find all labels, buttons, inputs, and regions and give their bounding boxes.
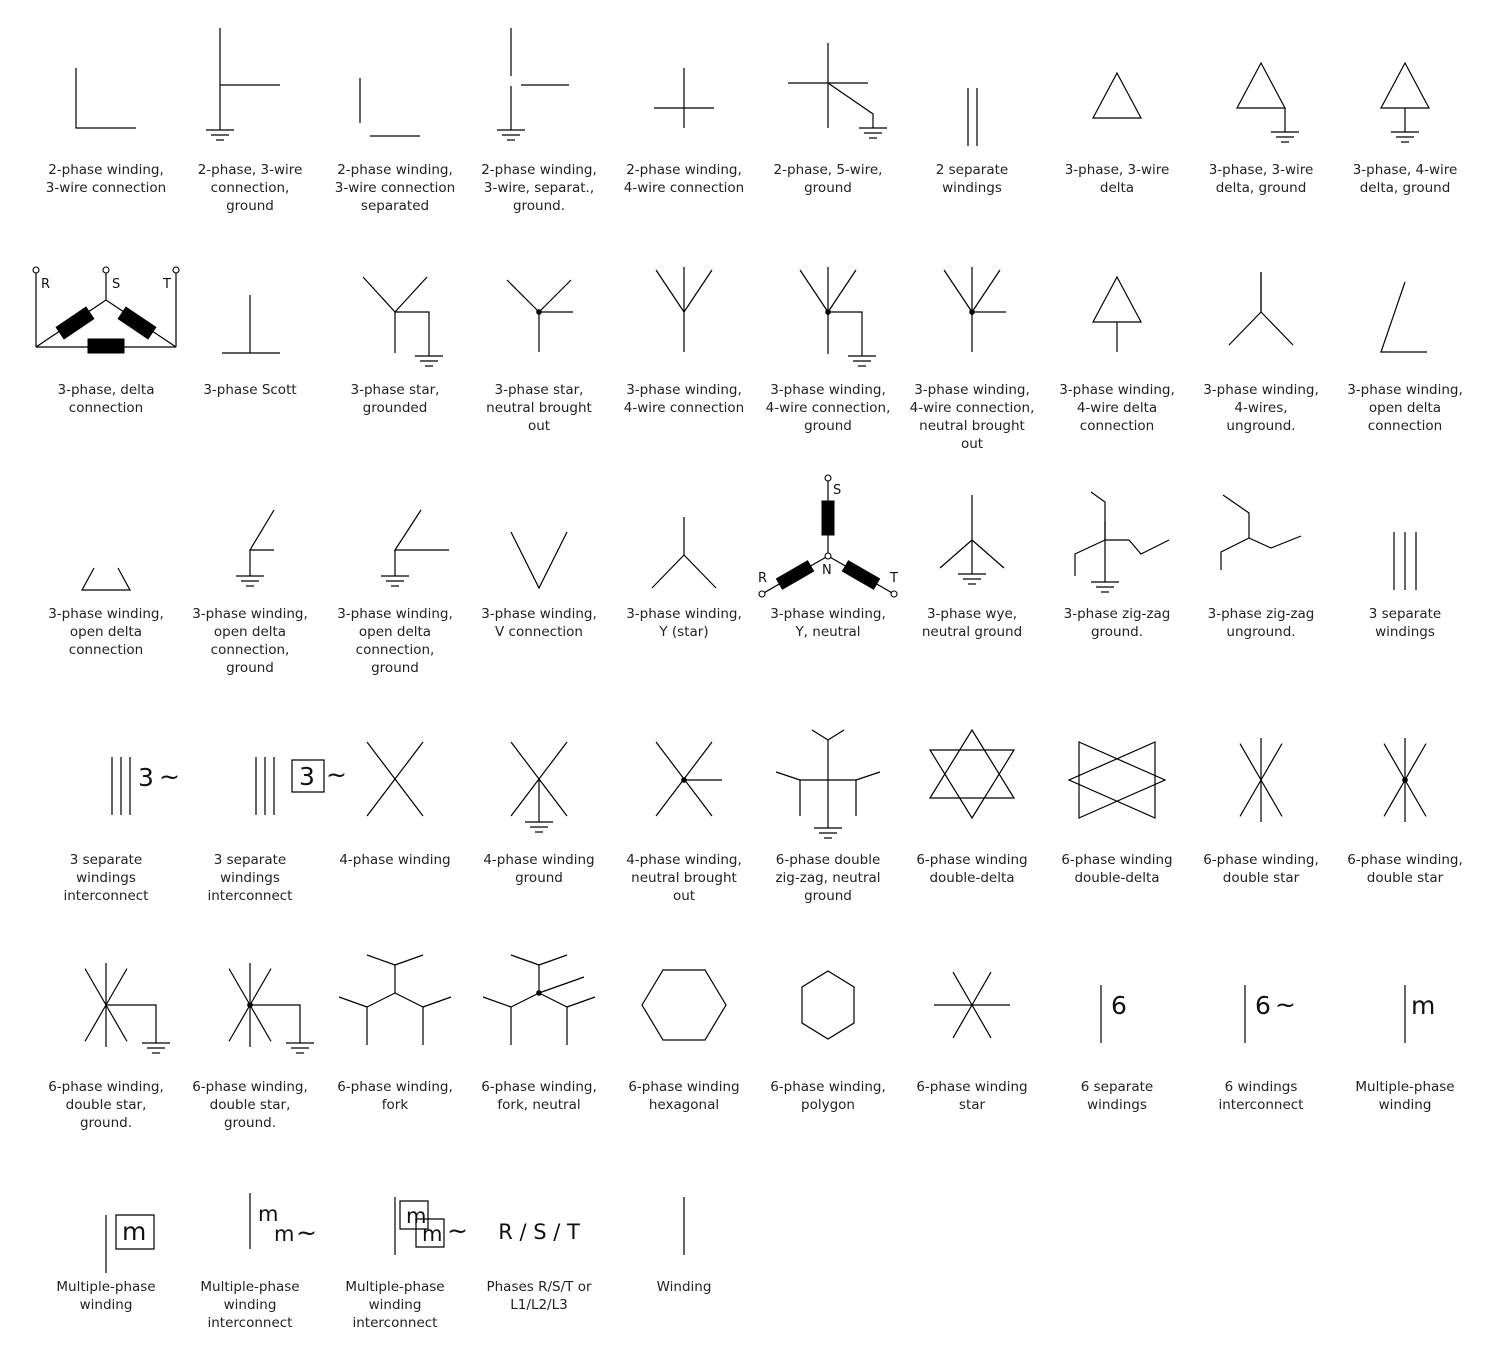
- symbol-label-line: windings: [76, 870, 136, 886]
- symbol-text: 6: [1255, 991, 1271, 1020]
- symbol-label-line: 3-wire connection: [334, 180, 456, 196]
- symbol-label-line: windings: [1087, 1097, 1147, 1113]
- symbol-label-line: 3-phase winding,: [914, 382, 1030, 398]
- symbol-label-line: 3-phase winding,: [626, 382, 742, 398]
- symbol-text: 3: [299, 762, 315, 791]
- symbol-label-line: 2-phase, 3-wire: [197, 162, 303, 178]
- symbol-label-line: L1/L2/L3: [510, 1297, 568, 1313]
- symbol-label-line: ground: [804, 180, 852, 196]
- symbol-label-line: 3-phase winding,: [48, 606, 164, 622]
- symbol-label-line: 3-phase winding,: [192, 606, 308, 622]
- symbol-text: ~: [159, 762, 180, 791]
- symbol-label-line: 3-phase winding,: [1203, 382, 1319, 398]
- symbol-label-line: 3-phase winding,: [770, 382, 886, 398]
- symbol-label-line: 4-wire connection: [623, 400, 745, 416]
- symbol-label-line: double-delta: [1074, 870, 1160, 886]
- symbol-label-line: connection: [68, 400, 144, 416]
- symbol-label-line: hexagonal: [648, 1097, 720, 1113]
- symbol-label-line: V connection: [495, 624, 583, 640]
- symbol-label-line: ground.: [79, 1115, 133, 1131]
- terminal-label: T: [890, 571, 898, 586]
- symbol-label-line: neutral ground: [921, 624, 1023, 640]
- symbol-label-line: 3 separate: [213, 852, 287, 868]
- phases-rst-icon: [498, 1220, 580, 1244]
- symbol-label-line: ground: [515, 870, 563, 886]
- symbol-label-line: connection,: [210, 642, 290, 658]
- symbol-label-line: winding: [223, 1297, 277, 1313]
- symbol-text: m: [406, 1204, 427, 1228]
- terminal-label: R: [758, 571, 768, 586]
- symbol-label-line: 6-phase winding,: [1347, 852, 1463, 868]
- symbol-label-line: grounded: [362, 400, 428, 416]
- symbol-label-line: neutral brought: [919, 418, 1025, 434]
- symbol-label-line: 3-phase, 3-wire: [1208, 162, 1314, 178]
- symbol-label-line: Y, neutral: [795, 624, 861, 640]
- symbol-label-line: ground: [804, 888, 852, 904]
- symbol-label-line: connection,: [210, 180, 290, 196]
- symbol-label-line: connection: [68, 642, 144, 658]
- symbol-label-line: Multiple-phase: [56, 1279, 156, 1295]
- symbol-label-line: winding: [368, 1297, 422, 1313]
- symbol-label-line: out: [960, 436, 984, 452]
- symbol-label-line: 4-phase winding: [339, 852, 451, 868]
- terminal-label: R: [41, 277, 51, 292]
- symbol-label-line: 3-phase, delta: [57, 382, 155, 398]
- symbol-label-line: Multiple-phase: [200, 1279, 300, 1295]
- symbol-label-line: 2-phase winding,: [481, 162, 597, 178]
- symbol-label-line: winding: [79, 1297, 133, 1313]
- symbol-label-line: double star,: [65, 1097, 147, 1113]
- symbol-label-line: 6-phase winding,: [192, 1079, 308, 1095]
- symbol-label-line: 3-phase, 3-wire: [1064, 162, 1170, 178]
- symbol-label-line: 3-wire connection: [45, 180, 167, 196]
- symbol-text: 6: [1111, 991, 1127, 1020]
- symbol-label: [208, 852, 293, 904]
- symbol-label-line: neutral brought: [631, 870, 737, 886]
- symbol-label-line: 3-wire, separat.,: [483, 180, 595, 196]
- symbol-label-line: 4-wire connection: [623, 180, 745, 196]
- symbol-label-line: 6-phase winding,: [770, 1079, 886, 1095]
- symbol-label-line: winding: [1378, 1097, 1432, 1113]
- symbol-label-line: 4-wire delta: [1076, 400, 1158, 416]
- symbol-label-line: open delta: [213, 624, 287, 640]
- symbol-text: ~: [447, 1216, 468, 1245]
- symbol-label-line: double star: [1222, 870, 1300, 886]
- symbol-label-line: 6-phase double: [775, 852, 881, 868]
- symbol-label-line: 2-phase winding,: [337, 162, 453, 178]
- symbol-label-line: 3-phase Scott: [203, 382, 297, 398]
- symbol-label-line: 6 windings: [1224, 1079, 1298, 1095]
- symbol-label-line: ground.: [1090, 624, 1144, 640]
- symbol-label-line: Phases R/S/T or: [486, 1279, 592, 1295]
- symbol-label-line: out: [527, 418, 551, 434]
- symbol-label-line: out: [672, 888, 696, 904]
- symbol-text: ~: [326, 760, 347, 789]
- symbol-label-line: ground.: [512, 198, 566, 214]
- symbol-label-line: interconnect: [207, 888, 293, 904]
- symbol-label: [657, 1279, 712, 1295]
- symbol-label-line: polygon: [801, 1097, 855, 1113]
- symbol-label-line: windings: [1375, 624, 1435, 640]
- symbol-label-line: Multiple-phase: [345, 1279, 445, 1295]
- symbol-label-line: interconnect: [352, 1315, 438, 1331]
- symbol-label-line: 3-phase winding,: [1347, 382, 1463, 398]
- symbol-label-line: ground: [226, 198, 274, 214]
- terminal-label: N: [822, 563, 832, 578]
- symbol-label-line: 4-phase winding: [483, 852, 595, 868]
- symbol-text: m: [422, 1222, 443, 1246]
- symbol-label-line: separated: [360, 198, 430, 214]
- symbol-label-line: 6-phase winding: [1061, 852, 1173, 868]
- symbol-label-line: interconnect: [207, 1315, 293, 1331]
- symbol-label-line: 2-phase, 5-wire,: [773, 162, 883, 178]
- symbol-label-line: 4-phase winding,: [626, 852, 742, 868]
- symbol-label-line: connection,: [355, 642, 435, 658]
- symbol-label-line: 3-phase winding,: [337, 606, 453, 622]
- symbol-text: m: [122, 1217, 147, 1246]
- symbol-label-line: 3-phase zig-zag: [1063, 606, 1171, 622]
- terminal-label: S: [833, 483, 842, 498]
- symbol-label-line: unground.: [1226, 624, 1296, 640]
- symbol-label-line: 3-phase, 4-wire: [1352, 162, 1458, 178]
- symbol-label-line: 6 separate: [1080, 1079, 1154, 1095]
- symbol-label-line: open delta: [358, 624, 432, 640]
- symbol-label-line: interconnect: [63, 888, 149, 904]
- symbol-label-line: 3-phase zig-zag: [1207, 606, 1315, 622]
- symbol-label-line: connection: [1079, 418, 1155, 434]
- symbol-label-line: fork: [381, 1097, 409, 1113]
- symbol-label-line: ground: [371, 660, 419, 676]
- symbol-text: m: [1411, 991, 1436, 1020]
- symbol-label-line: double-delta: [929, 870, 1015, 886]
- symbol-label-line: 6-phase winding,: [481, 1079, 597, 1095]
- symbol-label-line: 4-wire connection,: [909, 400, 1035, 416]
- symbol-label-line: unground.: [1226, 418, 1296, 434]
- symbol-label-line: 3 separate: [1368, 606, 1442, 622]
- symbol-label-line: 6-phase winding: [916, 1079, 1028, 1095]
- symbol-label-line: neutral brought: [486, 400, 592, 416]
- symbol-label-line: open delta: [1368, 400, 1442, 416]
- symbol-text: m: [258, 1202, 279, 1226]
- symbol-label-line: fork, neutral: [497, 1097, 581, 1113]
- symbol-label-line: star: [958, 1097, 986, 1113]
- symbol-label: [339, 852, 450, 868]
- symbol-label-line: 2-phase winding,: [626, 162, 742, 178]
- symbol-label-line: 6-phase winding,: [1203, 852, 1319, 868]
- symbol-label-line: windings: [220, 870, 280, 886]
- symbol-label-line: double star: [1366, 870, 1444, 886]
- symbol-label-line: 6-phase winding: [916, 852, 1028, 868]
- symbol-label-line: delta, ground: [1215, 180, 1307, 196]
- symbol-label-line: Winding: [656, 1279, 712, 1295]
- symbol-label-line: 6-phase winding,: [337, 1079, 453, 1095]
- symbol-text: R / S / T: [498, 1220, 580, 1244]
- symbol-text: ~: [296, 1218, 317, 1247]
- symbol-label-line: 3-phase winding,: [1059, 382, 1175, 398]
- symbol-label-line: open delta: [69, 624, 143, 640]
- symbol-label-line: 3-phase winding,: [626, 606, 742, 622]
- symbol-label-line: 4-wire connection,: [765, 400, 891, 416]
- symbol-label-line: 3-phase star,: [350, 382, 440, 398]
- symbol-label-line: 4-wires,: [1234, 400, 1288, 416]
- symbol-label-line: connection: [1367, 418, 1443, 434]
- symbol-label: [203, 382, 296, 398]
- symbol-label-line: ground: [804, 418, 852, 434]
- symbol-label-line: double star,: [209, 1097, 291, 1113]
- symbol-text: ~: [1275, 990, 1296, 1019]
- symbol-label-line: delta: [1099, 180, 1135, 196]
- symbol-label-line: 3-phase wye,: [926, 606, 1018, 622]
- symbol-label-line: interconnect: [1218, 1097, 1304, 1113]
- symbol-label-line: 6-phase winding,: [48, 1079, 164, 1095]
- symbol-label-line: 3-phase winding,: [481, 606, 597, 622]
- symbol-label: [64, 852, 149, 904]
- symbol-label-line: 3-phase winding,: [770, 606, 886, 622]
- symbol-label-line: zig-zag, neutral: [775, 870, 881, 886]
- symbol-label-line: Multiple-phase: [1355, 1079, 1455, 1095]
- symbol-label-line: delta, ground: [1359, 180, 1451, 196]
- symbol-label-line: 3-phase star,: [494, 382, 584, 398]
- symbol-label-line: 6-phase winding: [628, 1079, 740, 1095]
- symbol-label-line: ground.: [223, 1115, 277, 1131]
- symbol-text: 3: [138, 763, 154, 792]
- symbol-label-line: 2-phase winding,: [48, 162, 164, 178]
- symbol-text: m: [274, 1222, 295, 1246]
- symbol-label-line: windings: [942, 180, 1002, 196]
- symbol-label-line: 3 separate: [69, 852, 143, 868]
- symbol-label-line: Y (star): [659, 624, 709, 640]
- symbol-label-line: ground: [226, 660, 274, 676]
- terminal-label: T: [163, 277, 171, 292]
- terminal-label: S: [112, 277, 121, 292]
- symbol-label-line: 2 separate: [935, 162, 1009, 178]
